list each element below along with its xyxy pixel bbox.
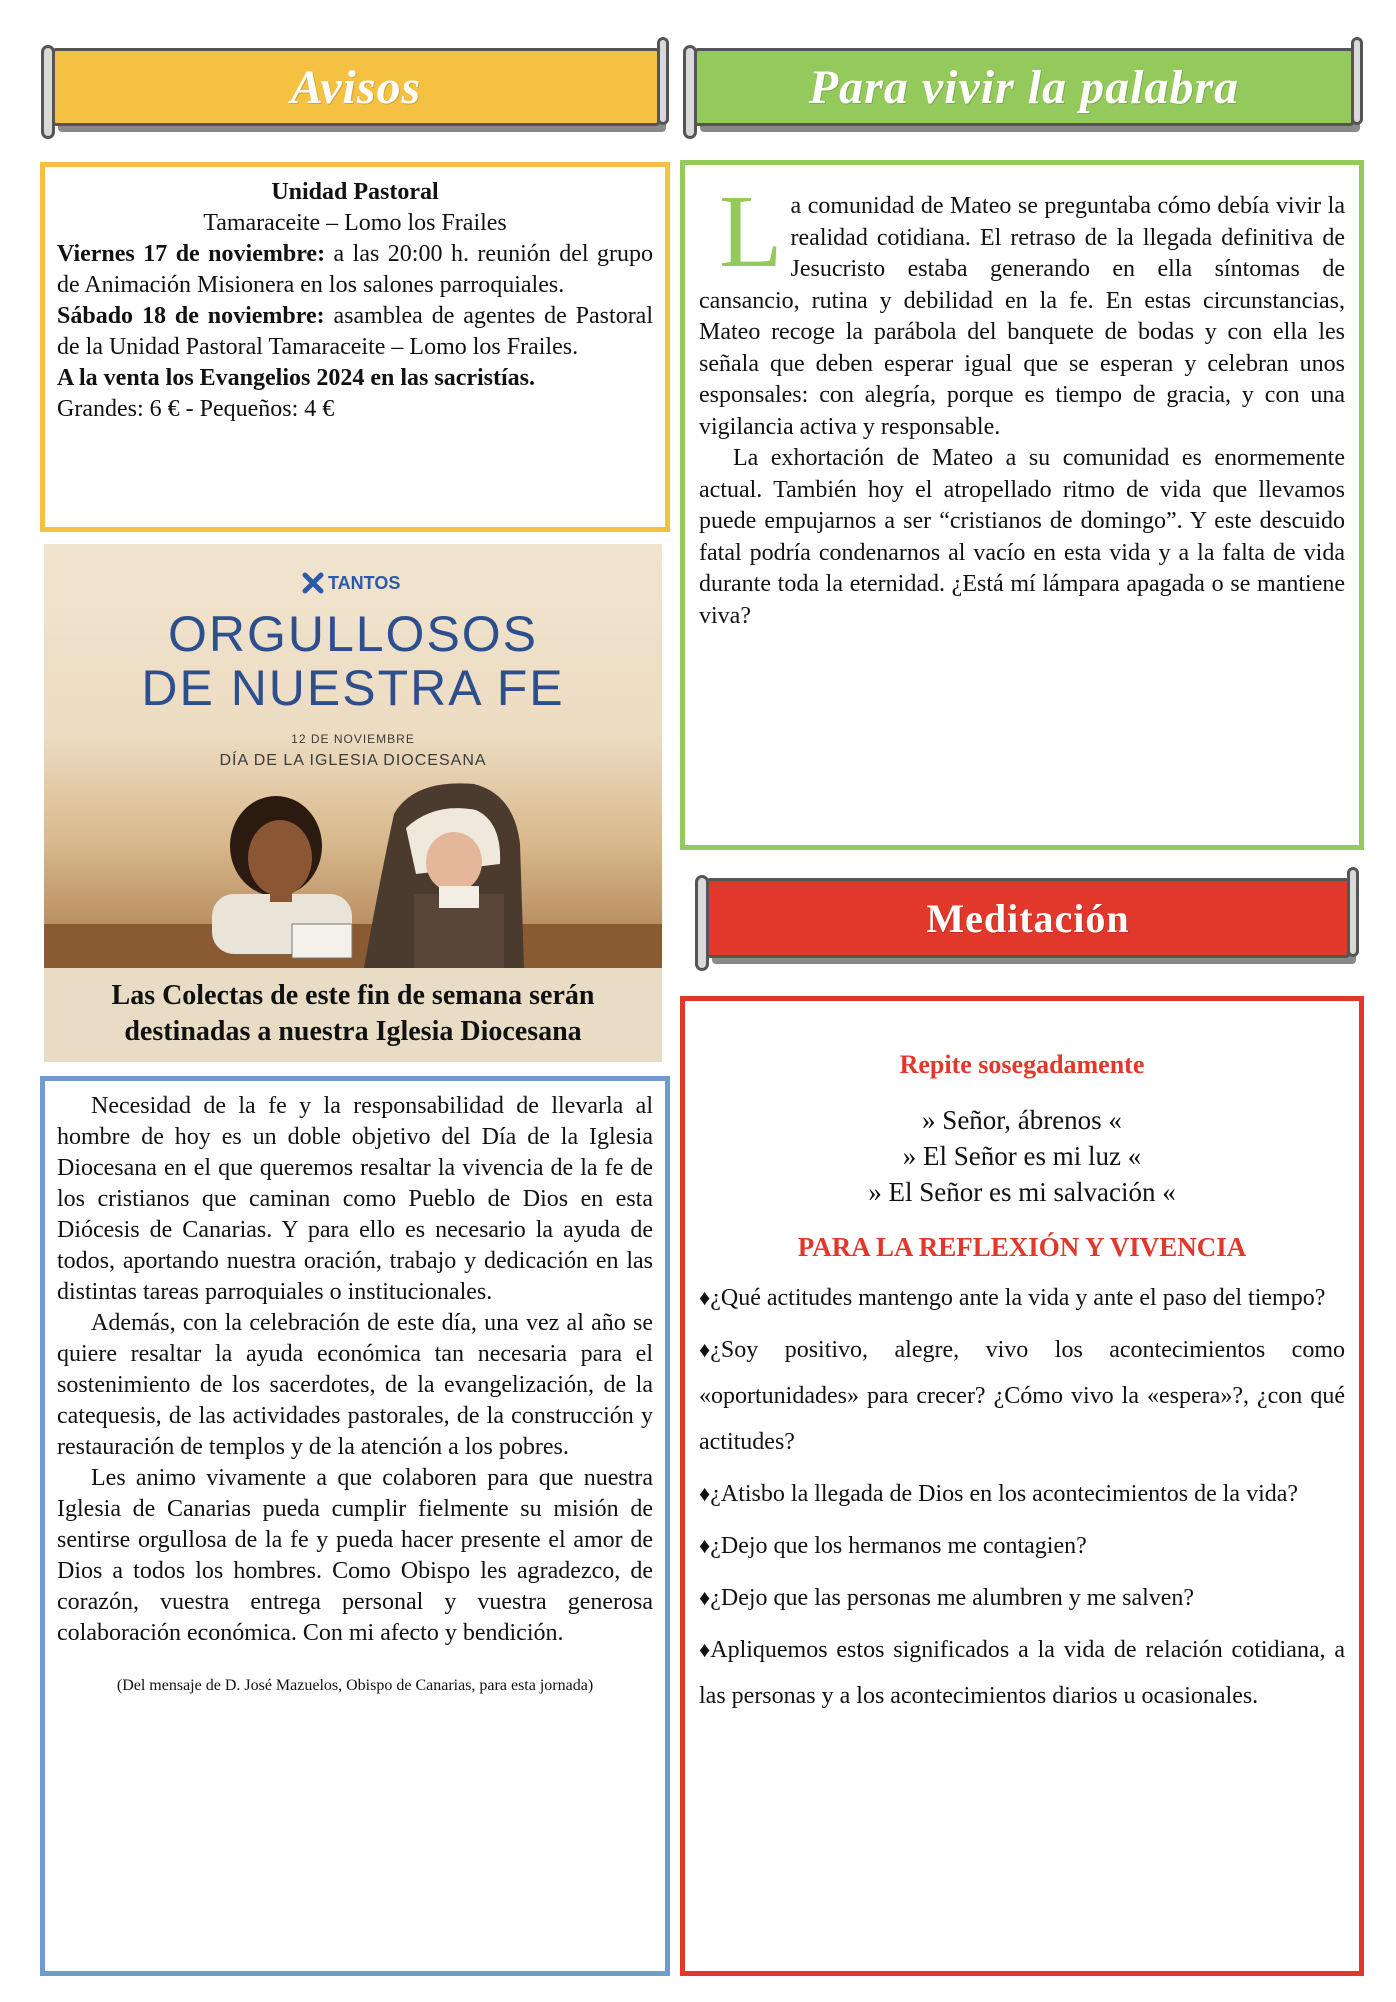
avisos-box xyxy=(40,162,670,532)
aviso-item-1 xyxy=(57,239,653,301)
meditacion-banner xyxy=(706,878,1350,958)
scroll-roll-right xyxy=(1347,867,1359,957)
reflexion-bullet-5-text: ¿Dejo que las personas me alumbren y me salven? xyxy=(710,1585,1195,1611)
diamond-bullet-icon: ♦ xyxy=(699,1481,711,1506)
reflexion-bullet-3 xyxy=(699,1471,1345,1517)
avisos-banner xyxy=(52,48,660,126)
meditacion-box xyxy=(680,996,1364,1976)
repite-heading: Repite sosegadamente xyxy=(899,1050,1145,1079)
aviso-prices: Grandes: 6 € - Pequeños: 4 € xyxy=(57,396,335,422)
avisos-title: Avisos xyxy=(290,60,422,114)
obispo-source: (Del mensaje de D. José Mazuelos, Obispo de Canarias, para esta jornada) xyxy=(116,1677,594,1694)
scroll-roll-left xyxy=(695,875,709,971)
reflexion-bullet-6 xyxy=(699,1627,1345,1719)
reflexion-bullet-4 xyxy=(699,1523,1345,1569)
poster-day: DÍA DE LA IGLESIA DIOCESANA xyxy=(219,752,487,769)
meditacion-line-1: » Señor, ábrenos « xyxy=(922,1105,1122,1135)
obispo-paragraph-2: Además, con la celebración de este día, una vez al año se quiere resaltar la ayuda económica tan necesaria para el sostenimiento de los sacerdotes, de la evangelización, de la catequesis, de las actividades pastorales, de la construcción y restauración de templos y de la atención a los pobres. xyxy=(57,1310,653,1460)
iglesia-diocesana-poster xyxy=(44,544,662,968)
tantos-logo xyxy=(302,572,400,594)
meditacion-title: Meditación xyxy=(926,895,1130,941)
meditacion-line-3: » El Señor es mi salvación « xyxy=(868,1177,1176,1207)
scroll-roll-left xyxy=(41,45,55,139)
unit-subtitle: Tamaraceite – Lomo los Frailes xyxy=(203,210,507,236)
diamond-bullet-icon: ♦ xyxy=(699,1285,711,1310)
palabra-box xyxy=(680,160,1364,850)
obispo-paragraph-1: Necesidad de la fe y la responsabilidad de llevarla al hombre de hoy es un doble objetivo del Día de la Iglesia Diocesana en el que queremos resaltar la vivencia de la fe de los cristianos que caminan como Pueblo de Dios en esta Diócesis de Canarias. Y para ello es necesario la ayuda de todos, aportando nuestra oración, trabajo y dedicación en las distintas tareas parroquiales o institucionales. xyxy=(57,1093,653,1305)
palabra-paragraph-1-text: a comunidad de Mateo se preguntaba cómo debía vivir la realidad cotidiana. El retraso de la llegada definitiva de Jesucristo estaba generando en ella síntomas de cansancio, rutina y debilidad en la fe. En estas circunstancias, Mateo recoge la parábola del banquete de bodas y con ella les señala que deben esperar igual que se esperan y celebran unos esponsales: con alegría, porque es tiempo de gracia, y con una vigilancia activa y responsable. xyxy=(699,193,1345,440)
tantos-x-icon xyxy=(302,572,324,594)
reflexion-bullet-2 xyxy=(699,1327,1345,1465)
diamond-bullet-icon: ♦ xyxy=(699,1585,711,1610)
scroll-roll-left xyxy=(683,45,697,139)
reflexion-bullet-1 xyxy=(699,1275,1345,1321)
reflexion-bullet-3-text: ¿Atisbo la llegada de Dios en los acontecimientos de la vida? xyxy=(710,1481,1299,1507)
diamond-bullet-icon: ♦ xyxy=(699,1533,711,1558)
palabra-paragraph-1 xyxy=(699,174,1345,443)
aviso-item-1-date: Viernes 17 de noviembre: xyxy=(57,241,326,267)
palabra-title: Para vivir la palabra xyxy=(808,60,1240,114)
drop-cap: L xyxy=(719,174,783,289)
reflexion-bullet-4-text: ¿Dejo que los hermanos me contagien? xyxy=(710,1533,1087,1559)
colectas-caption: Las Colectas de este fin de semana serán destinadas a nuestra Iglesia Diocesana xyxy=(44,968,662,1062)
poster-photo-illustration xyxy=(44,774,662,968)
aviso-item-3 xyxy=(57,363,653,394)
reflexion-bullet-6-text: Apliquemos estos significados a la vida de relación cotidiana, a las personas y a los acontecimientos diarios u ocasionales. xyxy=(699,1637,1345,1709)
unit-title: Unidad Pastoral xyxy=(271,179,439,205)
diamond-bullet-icon: ♦ xyxy=(699,1337,711,1362)
scroll-roll-right xyxy=(657,37,669,125)
poster-headline-2: DE NUESTRA FE xyxy=(141,660,565,716)
reflexion-bullet-5 xyxy=(699,1575,1345,1621)
poster-date: 12 DE NOVIEMBRE xyxy=(291,732,415,746)
obispo-paragraph-3: Les animo vivamente a que colaboren para que nuestra Iglesia de Canarias pueda cumplir fielmente su misión de sentirse orgullosa de la fe y pueda hacer presente el amor de Dios a todos los hombres. Como Obispo les agradezco, de corazón, vuestra entrega personal y vuestra generosa colaboración económica. Con mi afecto y bendición. xyxy=(57,1465,653,1646)
meditacion-line-2: » El Señor es mi luz « xyxy=(902,1141,1142,1171)
reflexion-heading: PARA LA REFLEXIÓN Y VIVENCIA xyxy=(797,1232,1247,1262)
palabra-banner xyxy=(694,48,1354,126)
reflexion-bullet-2-text: ¿Soy positivo, alegre, vivo los acontecimientos como «oportunidades» para crecer? ¿Cómo vivo la «espera»?, ¿con qué actitudes? xyxy=(699,1337,1345,1455)
reflexion-bullet-1-text: ¿Qué actitudes mantengo ante la vida y ante el paso del tiempo? xyxy=(710,1285,1326,1311)
obispo-message-box xyxy=(40,1076,670,1976)
aviso-item-2 xyxy=(57,301,653,363)
poster-headline-1: ORGULLOSOS xyxy=(167,606,539,662)
aviso-item-1-text: a las 20:00 h. reunión del grupo de Animación Misionera en los salones parroquiales. xyxy=(57,241,654,298)
palabra-paragraph-2: La exhortación de Mateo a su comunidad es enormemente actual. También hoy el atropellado ritmo de vida que llevamos puede empujarnos a ser “cristianos de domingo”. Y este descuido fatal podría condenarnos al vacío en esta vida y a la falta de vida durante toda la eternidad. ¿Está mí lámpara apagada o se mantiene viva? xyxy=(699,445,1345,629)
aviso-item-2-text: asamblea de agentes de Pastoral de la Unidad Pastoral Tamaraceite – Lomo los Frailes. xyxy=(57,303,654,360)
scroll-roll-right xyxy=(1351,37,1363,125)
aviso-item-2-date: Sábado 18 de noviembre: xyxy=(57,303,325,329)
diamond-bullet-icon: ♦ xyxy=(699,1637,711,1662)
tantos-logo-text: TANTOS xyxy=(328,572,401,593)
aviso-item-3-title: A la venta los Evangelios 2024 en las sacristías. xyxy=(57,365,536,391)
